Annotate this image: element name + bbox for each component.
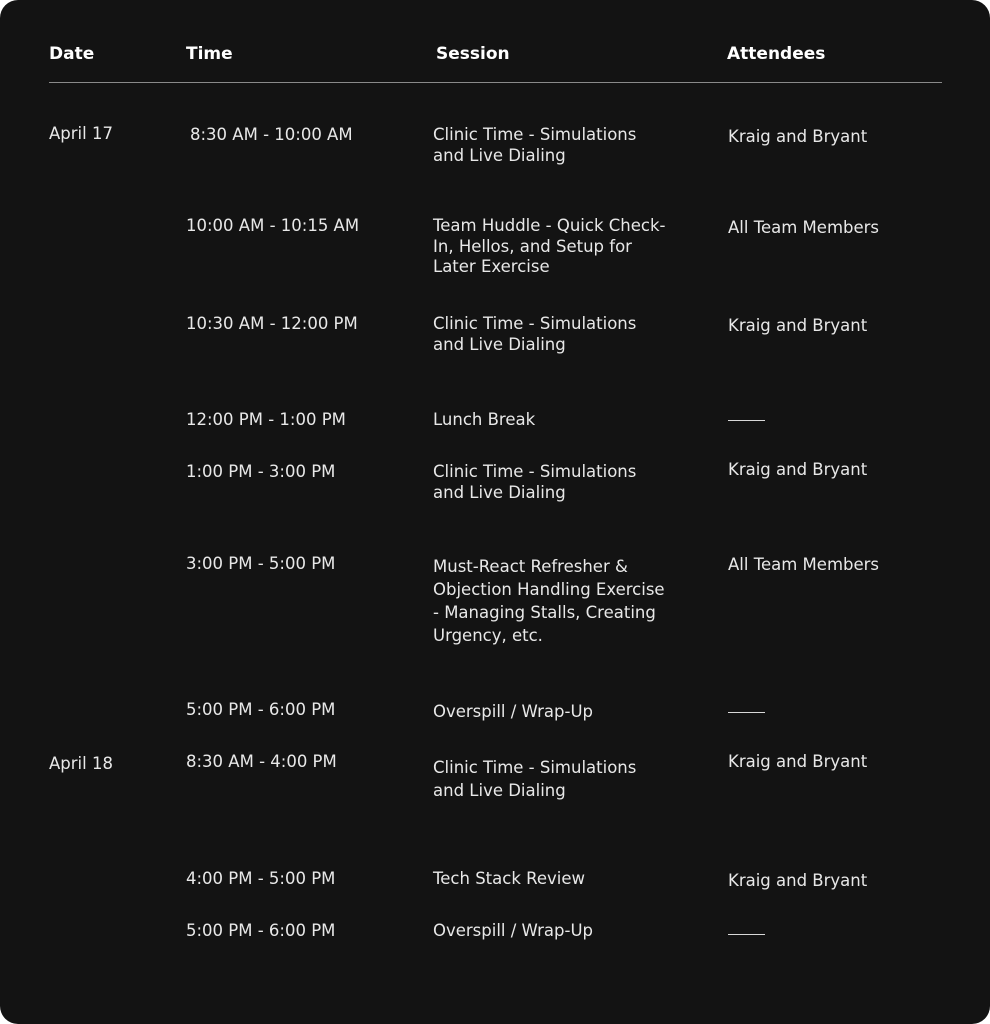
header-attendees: Attendees — [727, 44, 826, 64]
empty-attendees-dash — [728, 712, 765, 713]
time-cell: 1:00 PM - 3:00 PM — [186, 462, 336, 481]
attendees-cell: Kraig and Bryant — [728, 460, 868, 479]
session-cell: Must-React Refresher & Objection Handling Exercise - Managing Stalls, Creating Urgency, etc. — [433, 557, 665, 645]
session-cell: Lunch Break — [433, 410, 536, 429]
date-label: April 18 — [49, 754, 113, 773]
time-cell: 10:30 AM - 12:00 PM — [186, 314, 358, 333]
session-cell: Clinic Time - Simulations and Live Dialing — [433, 125, 637, 165]
time-cell: 12:00 PM - 1:00 PM — [186, 410, 346, 429]
empty-attendees-dash — [728, 934, 765, 935]
time-cell: 3:00 PM - 5:00 PM — [186, 554, 336, 573]
session-cell: Clinic Time - Simulations and Live Dialing — [433, 314, 637, 354]
session-cell: Clinic Time - Simulations and Live Dialing — [433, 462, 637, 502]
header-date: Date — [49, 44, 95, 64]
session-cell: Overspill / Wrap-Up — [433, 702, 594, 721]
header-divider — [49, 82, 942, 83]
session-cell: Team Huddle - Quick Check-In, Hellos, and Setup for Later Exercise — [433, 216, 666, 276]
session-cell: Overspill / Wrap-Up — [433, 921, 594, 940]
session-cell: Clinic Time - Simulations and Live Dialing — [433, 758, 637, 800]
attendees-cell: All Team Members — [728, 555, 880, 574]
attendees-cell: Kraig and Bryant — [728, 752, 868, 771]
attendees-cell: Kraig and Bryant — [728, 316, 868, 335]
header-time: Time — [186, 44, 233, 64]
time-cell: 5:00 PM - 6:00 PM — [186, 921, 336, 940]
date-label: April 17 — [49, 124, 113, 143]
attendees-cell: All Team Members — [728, 218, 880, 237]
session-cell: Tech Stack Review — [433, 869, 585, 888]
attendees-cell: Kraig and Bryant — [728, 871, 868, 890]
time-cell: 5:00 PM - 6:00 PM — [186, 700, 336, 719]
time-cell: 4:00 PM - 5:00 PM — [186, 869, 336, 888]
time-cell: 8:30 AM - 10:00 AM — [190, 125, 353, 144]
time-cell: 10:00 AM - 10:15 AM — [186, 216, 360, 235]
header-session: Session — [436, 44, 510, 64]
empty-attendees-dash — [728, 420, 765, 421]
time-cell: 8:30 AM - 4:00 PM — [186, 752, 337, 771]
attendees-cell: Kraig and Bryant — [728, 127, 868, 146]
